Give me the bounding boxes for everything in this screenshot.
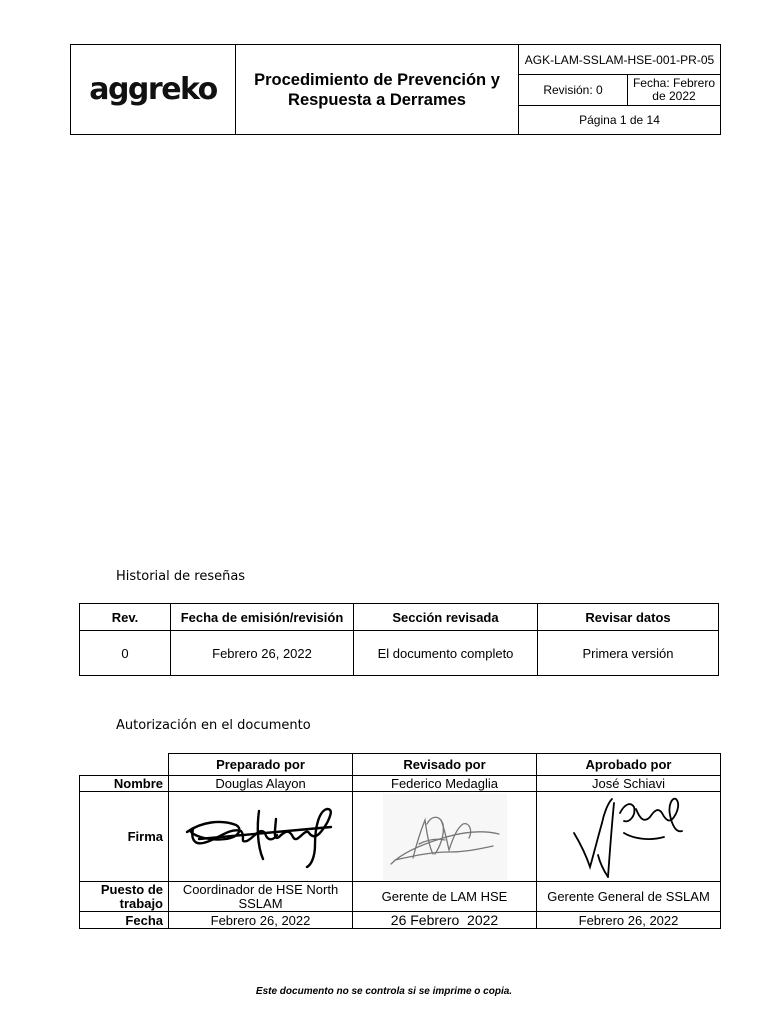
column-header: Aprobado por (537, 754, 721, 776)
column-header: Preparado por (169, 754, 353, 776)
revision-number: Revisión: 0 (519, 75, 628, 106)
aggreko-logo: aggreko (89, 72, 217, 107)
table-header-row (80, 604, 719, 631)
document-header (70, 44, 721, 135)
document-title: Procedimiento de Prevención y Respuesta a Derrames (236, 45, 519, 135)
row-label: Firma (80, 792, 169, 882)
job-title-cell: Gerente de LAM HSE (353, 882, 537, 912)
column-header: Rev. (80, 604, 171, 631)
name-cell: Douglas Alayon (169, 776, 353, 792)
job-title-cell: Coordinador de HSE North SSLAM (169, 882, 353, 912)
table-cell: El documento completo (354, 631, 538, 676)
column-header: Fecha de emisión/revisión (171, 604, 354, 631)
job-title-cell: Gerente General de SSLAM (537, 882, 721, 912)
document-code: AGK-LAM-SSLAM-HSE-001-PR-05 (519, 45, 721, 75)
column-header: Revisado por (353, 754, 537, 776)
name-cell: Federico Medaglia (353, 776, 537, 792)
table-row (80, 882, 721, 912)
table-row (80, 912, 721, 929)
table-cell: 0 (80, 631, 171, 676)
history-section-title: Historial de reseñas (116, 569, 246, 584)
document-date: Fecha: Febrero de 2022 (628, 75, 721, 106)
column-header: Revisar datos (538, 604, 719, 631)
authorization-section-title: Autorización en el documento (116, 718, 311, 733)
page-number: Página 1 de 14 (519, 106, 721, 135)
table-cell: Febrero 26, 2022 (171, 631, 354, 676)
table-row (80, 792, 721, 882)
row-label: Nombre (80, 776, 169, 792)
date-cell: 26 Febrero 2022 (353, 912, 537, 929)
column-header: Sección revisada (354, 604, 538, 631)
signature-cell (537, 792, 721, 882)
signature-image (383, 794, 507, 880)
revision-history-table (79, 603, 719, 676)
signature-image (564, 793, 694, 881)
table-row (80, 631, 719, 676)
signature-cell (169, 792, 353, 882)
date-cell: Febrero 26, 2022 (169, 912, 353, 929)
name-cell: José Schiavi (537, 776, 721, 792)
table-cell: Primera versión (538, 631, 719, 676)
table-row (80, 776, 721, 792)
date-cell: Febrero 26, 2022 (537, 912, 721, 929)
signature-cell (353, 792, 537, 882)
footer-note: Este documento no se controla si se imprime o copia. (255, 986, 513, 997)
row-label: Fecha (80, 912, 169, 929)
table-header-row (80, 754, 721, 776)
empty-cell (80, 754, 169, 776)
authorization-table (79, 753, 721, 929)
signature-image (181, 797, 341, 877)
logo-cell (71, 45, 236, 135)
row-label: Puesto de trabajo (80, 882, 169, 912)
